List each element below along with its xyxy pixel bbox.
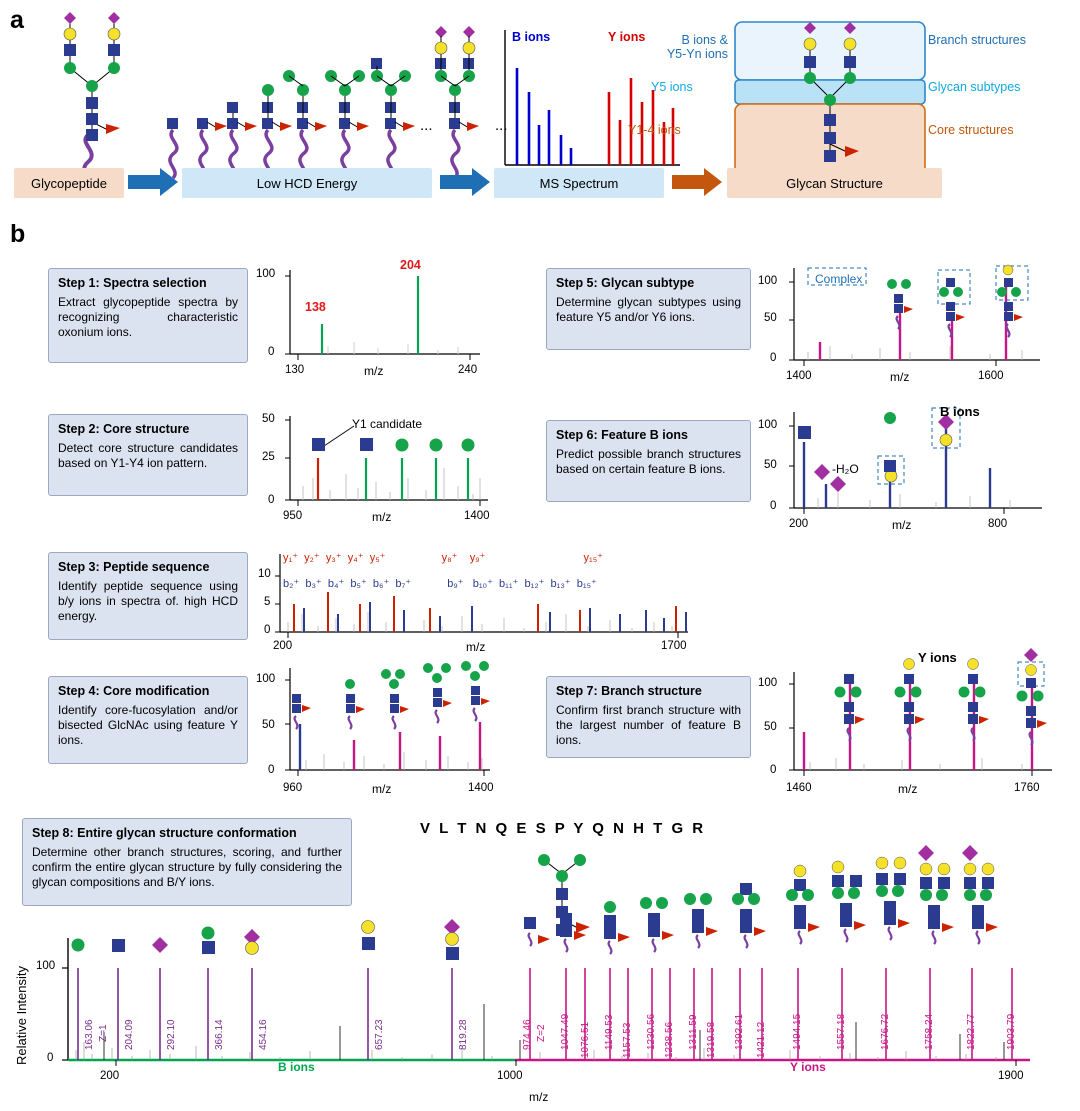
main-spectrum-ytick-100: 100 <box>36 960 56 972</box>
step-4-body: Identify core-fucosylation and/or bisected GlcNAc using feature Y ions. <box>58 703 238 747</box>
peak-label-974-46: 974.46 <box>522 1019 533 1050</box>
step-2-xtick-950: 950 <box>283 510 303 522</box>
step-6-ytick-100: 100 <box>758 419 778 431</box>
label-y1-4-ions: Y1-4 ions <box>628 123 681 137</box>
peak-label-657-23: 657.23 <box>374 1019 385 1050</box>
step-8-body: Determine other branch structures, scoring, and further confirm the entire glycan structure by fully considering the glycan compositions and B/Y ions. <box>32 845 342 889</box>
peak-label-1557-18: 1557.18 <box>836 1013 847 1050</box>
step-5-annotation: Complex <box>815 272 863 286</box>
peak-label-454-16: 454.16 <box>258 1019 269 1050</box>
label-y5-ions: Y5 ions <box>651 80 693 94</box>
step-2-box <box>48 414 248 496</box>
step-7-ytick-100: 100 <box>758 677 778 689</box>
step-7-xtick-1760: 1760 <box>1014 782 1040 794</box>
step-5-xtick-1600: 1600 <box>978 370 1004 382</box>
step-2-ytick-0: 0 <box>268 494 275 506</box>
step-5-body: Determine glycan subtypes using feature Y5 and/or Y6 ions. <box>556 295 741 324</box>
step-2-ytick-50: 50 <box>262 413 275 425</box>
peak-label-1149-53: 1149.53 <box>604 1014 615 1050</box>
main-spectrum-xtick-1000: 1000 <box>497 1070 523 1082</box>
flow-box-glycopeptide: Glycopeptide <box>14 168 124 198</box>
step-5-box <box>546 268 751 350</box>
peak-label-z2: Z=2 <box>536 1024 547 1042</box>
peak-label-z1: Z=1 <box>98 1024 109 1042</box>
step-5-xlabel: m/z <box>890 370 910 384</box>
step-4-ytick-100: 100 <box>256 673 276 685</box>
main-spectrum-ytick-0: 0 <box>47 1052 54 1064</box>
peak-label-1421-12: 1421.12 <box>756 1021 767 1058</box>
step-1-ytick-0: 0 <box>268 346 275 358</box>
step-5-xtick-1400: 1400 <box>786 370 812 382</box>
step-7-chart <box>760 648 1065 794</box>
main-spectrum-y-region-label: Y ions <box>790 1060 826 1074</box>
step-7-title: Step 7: Branch structure <box>556 684 702 698</box>
peak-label-366-14: 366.14 <box>214 1019 225 1050</box>
step-4-box <box>48 676 248 764</box>
peak-label-1076-51: 1076.51 <box>580 1021 591 1058</box>
peptide-sequence: V L T N Q E S P Y Q N H T G R <box>420 820 706 837</box>
panel-letter-b: b <box>10 220 26 248</box>
step-3-box <box>48 552 248 640</box>
step-1-ytick-100: 100 <box>256 268 276 280</box>
peak-label-819-28: 819.28 <box>458 1019 469 1050</box>
step-7-xlabel: m/z <box>898 782 918 796</box>
step-7-box <box>546 676 751 758</box>
step-5-title: Step 5: Glycan subtype <box>556 276 695 290</box>
peak-label-1822-77: 1822.77 <box>966 1013 977 1050</box>
flow-box-ms-spectrum: MS Spectrum <box>494 168 664 198</box>
step-7-body: Confirm first branch structure with the largest number of feature B ions. <box>556 703 741 747</box>
peak-label-1903-79: 1903.79 <box>1006 1013 1017 1050</box>
label-y-ions-spectrum: Y ions <box>608 30 646 44</box>
peak-label-1047-49: 1047.49 <box>560 1013 571 1050</box>
step-6-body: Predict possible branch structures based on certain feature B ions. <box>556 447 741 476</box>
step-4-ytick-0: 0 <box>268 764 275 776</box>
step-6-xlabel: m/z <box>892 518 912 532</box>
peak-label-1230-56: 1230.56 <box>646 1013 657 1050</box>
step-6-box <box>546 420 751 502</box>
peak-label-1494-15: 1494.15 <box>792 1013 803 1050</box>
step-5-ytick-50: 50 <box>764 312 777 324</box>
label-core-structures: Core structures <box>928 123 1014 137</box>
svg-text:...: ... <box>495 117 508 134</box>
step-4-ytick-50: 50 <box>262 719 275 731</box>
step-6-xtick-800: 800 <box>988 518 1008 530</box>
svg-text:...: ... <box>420 117 433 134</box>
step-3-ytick-0: 0 <box>264 624 271 636</box>
step-2-ytick-25: 25 <box>262 451 275 463</box>
step-3-xtick-200: 200 <box>273 640 293 652</box>
peak-label-1238-56: 1238.56 <box>664 1021 675 1058</box>
step-3-b-ion-labels: b₂⁺ b₃⁺ b₄⁺ b₅⁺ b₆⁺ b₇⁺ b₉⁺ b₁₀⁺ b₁₁⁺ b₁₂⁺ b₁₃⁺ b₁₅⁺ <box>283 578 597 590</box>
peak-label-292-10: 292.10 <box>166 1019 177 1050</box>
step-1-xtick-240: 240 <box>458 364 478 376</box>
step-4-chart <box>258 662 508 794</box>
main-spectrum-b-region-label: B ions <box>278 1060 315 1074</box>
label-branch-structures: Branch structures <box>928 33 1026 47</box>
step-5-ytick-100: 100 <box>758 275 778 287</box>
step-1-peak-204: 204 <box>400 258 421 272</box>
main-spectrum-ylabel: Relative Intensity <box>14 966 29 1065</box>
peak-label-1392-61: 1392.61 <box>734 1013 745 1050</box>
step-3-body: Identify peptide sequence using b/y ions in spectra of. high HCD energy. <box>58 579 238 623</box>
step-7-xtick-1460: 1460 <box>786 782 812 794</box>
label-b-y5yn-ions: B ions & Y5-Yn ions <box>666 33 728 61</box>
main-spectrum-chart <box>0 930 1080 1111</box>
step-2-xlabel: m/z <box>372 510 392 524</box>
step-6-title: Step 6: Feature B ions <box>556 428 688 442</box>
flow-box-glycan-structure: Glycan Structure <box>727 168 942 198</box>
step-3-xtick-1700: 1700 <box>661 640 687 652</box>
step-1-peak-138: 138 <box>305 300 326 314</box>
label-b-ions-spectrum: B ions <box>512 30 551 44</box>
step-5-chart <box>760 262 1060 384</box>
peak-label-1311-59: 1311.59 <box>688 1014 699 1050</box>
step-1-title: Step 1: Spectra selection <box>58 276 207 290</box>
label-glycan-subtypes: Glycan subtypes <box>928 80 1021 94</box>
step-5-ytick-0: 0 <box>770 352 777 364</box>
peak-label-1676-72: 1676.72 <box>880 1013 891 1050</box>
step-3-ytick-10: 10 <box>258 568 271 580</box>
step-1-body: Extract glycopeptide spectra by recognizing characteristic oxonium ions. <box>58 295 238 339</box>
step-3-xlabel: m/z <box>466 640 486 654</box>
step-4-title: Step 4: Core modification <box>58 684 210 698</box>
peak-label-1758-24: 1758.24 <box>924 1013 935 1050</box>
step-7-annotation: Y ions <box>918 650 957 665</box>
main-spectrum-xlabel: m/z <box>529 1090 549 1104</box>
step-2-annotation: Y1 candidate <box>352 417 423 431</box>
step-1-xlabel: m/z <box>364 364 384 378</box>
step-8-title: Step 8: Entire glycan structure conformation <box>32 826 297 840</box>
step-7-ytick-0: 0 <box>770 764 777 776</box>
step-6-peak-note: -H₂O <box>832 462 859 476</box>
main-spectrum-glycan-cartoons <box>0 885 1080 955</box>
step-1-box <box>48 268 248 363</box>
step-2-body: Detect core structure candidates based on Y1-Y4 ion pattern. <box>58 441 238 470</box>
step-7-ytick-50: 50 <box>764 721 777 733</box>
main-spectrum-xtick-1900: 1900 <box>998 1070 1024 1082</box>
step-3-title: Step 3: Peptide sequence <box>58 560 210 574</box>
step-4-xtick-960: 960 <box>283 782 303 794</box>
step-6-ytick-50: 50 <box>764 459 777 471</box>
step-6-ytick-0: 0 <box>770 500 777 512</box>
step-2-title: Step 2: Core structure <box>58 422 190 436</box>
step-1-chart <box>258 262 498 380</box>
step-4-xtick-1400: 1400 <box>468 782 494 794</box>
main-spectrum-xtick-200: 200 <box>100 1070 120 1082</box>
step-6-xtick-200: 200 <box>789 518 809 530</box>
flow-box-low-hcd: Low HCD Energy <box>182 168 432 198</box>
step-4-xlabel: m/z <box>372 782 392 796</box>
step-2-xtick-1400: 1400 <box>464 510 490 522</box>
step-6-chart <box>760 402 1060 532</box>
step-3-ytick-5: 5 <box>264 596 271 608</box>
peak-label-204-09: 204.09 <box>124 1019 135 1050</box>
peak-label-163-06: 163.06 <box>84 1019 95 1050</box>
peak-label-1319-58: 1319.58 <box>706 1021 717 1058</box>
panel-letter-a: a <box>10 6 24 34</box>
step-3-y-ion-labels: y₁⁺ y₂⁺ y₃⁺ y₄⁺ y₅⁺ y₈⁺ y₉⁺ y₁₅⁺ <box>283 552 603 564</box>
peak-label-1157-53: 1157.53 <box>622 1022 633 1058</box>
step-1-xtick-130: 130 <box>285 364 305 376</box>
step-6-annotation: B ions <box>940 404 980 419</box>
